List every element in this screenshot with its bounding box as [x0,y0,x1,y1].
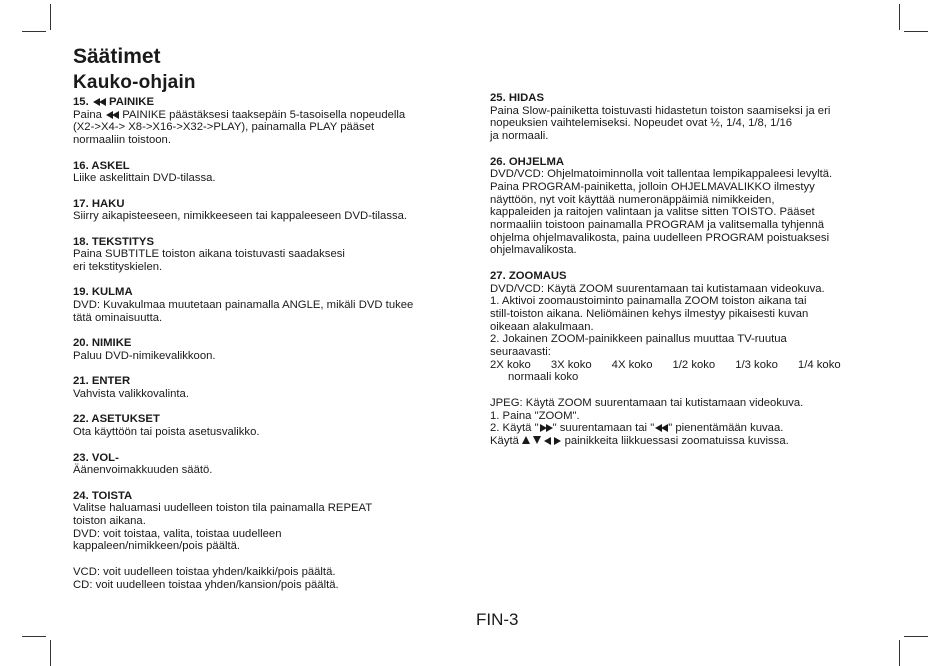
section-16 [73,160,453,185]
page-title: Säätimet [73,45,161,68]
section-title: 20. NIMIKE [73,337,132,350]
section-title: 18. TEKSTITYS [73,235,154,248]
arrow-right-icon [554,437,561,445]
section-17 [73,198,453,223]
text-line: JPEG: Käytä ZOOM suurentamaan tai kutistamaan videokuva. [490,396,804,409]
left-column [73,96,453,604]
text-line: normaaliin toistoon. [73,134,171,147]
rewind-icon [655,424,667,432]
page-number: FIN-3 [476,610,519,629]
text-line: kappaleen/nimikkeen/pois päältä. [73,540,241,553]
text-line: Paina Slow-painiketta toistuvasti hidastetun toiston saamiseksi ja eri [490,104,831,117]
zoom-level: 3X koko [550,358,592,371]
crop-mark [50,640,51,666]
text-line: CD: voit uudelleen toistaa yhden/kansion/pois päältä. [73,578,339,591]
rewind-icon [106,111,118,119]
text-line: nopeuksien vaihtelemiseksi. Nopeudet ovat ½, 1/4, 1/8, 1/16 [490,117,793,130]
text-fragment: 2. Käytä " [490,422,539,435]
crop-mark [22,636,46,637]
text-line: VCD: voit uudelleen toistaa yhden/kaikki/pois päältä. [73,565,336,578]
crop-mark [50,4,51,30]
text-line: ohjelma ohjelmavalikosta, paina uudelleen PROGRAM poistuaksesi [490,231,830,244]
fast-forward-icon [540,424,552,432]
text-line: (X2->X4-> X8->X16->X32->PLAY), painamalla PLAY pääset [73,121,375,134]
text-line: DVD: voit toistaa, valita, toistaa uudelleen [73,527,282,540]
text-line [73,109,453,122]
text-line: Paluu DVD-nimikevalikkoon. [73,349,216,362]
text-line: DVD: Kuvakulmaa muutetaan painamalla ANGLE, mikäli DVD tukee [73,299,414,312]
text-line [490,435,885,448]
arrow-down-icon [533,436,541,444]
text-line: Paina PROGRAM-painiketta, jolloin OHJELMAVALIKKO ilmestyy [490,180,815,193]
page-subtitle: Kauko-ohjain [73,72,196,93]
section-title: 27. ZOOMAUS [490,269,567,282]
zoom-level: normaali koko [508,371,579,384]
text-line: normaaliin toistoon painamalla PROGRAM ja valitsemalla tyhjennä [490,219,825,232]
zoom-level: 1/2 koko [672,358,716,371]
text-line: DVD/VCD: Käytä ZOOM suurentamaan tai kutistamaan videokuva. [490,282,825,295]
section-15 [73,96,453,147]
crop-mark [899,640,900,666]
text-line: still-toiston aikana. Neliömäinen kehys ilmestyy pikaisesti kuvan [490,307,809,320]
right-column [490,92,885,460]
section-24 [73,490,453,592]
crop-mark [899,4,900,30]
section-title: 16. ASKEL [73,159,130,172]
text-fragment: Paina [73,108,102,121]
text-line: Paina SUBTITLE toiston aikana toistuvasti saadaksesi [73,248,345,261]
text-line: näyttöön, nyt voit käyttää numeronäppäimiä nimikkeiden, [490,193,775,206]
section-20 [73,337,453,362]
text-line: Siirry aikapisteeseen, nimikkeeseen tai kappaleeseen DVD-tilassa. [73,210,408,223]
text-fragment: " suurentamaan tai " [552,422,655,435]
section-22 [73,413,453,438]
text-line: toiston aikana. [73,515,146,528]
text-line: Liike askelittain DVD-tilassa. [73,172,216,185]
crop-mark [22,31,46,32]
section-25 [490,92,885,143]
text-fragment: painikkeita liikkuessasi zoomatuissa kuvissa. [564,434,789,447]
text-line: eri tekstityskielen. [73,261,163,274]
section-27 [490,270,885,448]
text-fragment: PAINIKE päästäksesi taaksepäin 5-tasoisella nopeudella [122,108,406,121]
text-line: kappaleiden ja raitojen valintaan ja valitse sitten TOISTO. Pääset [490,206,815,219]
crop-mark [904,31,928,32]
section-21 [73,375,453,400]
section-title: 19. KULMA [73,286,133,299]
section-title [73,96,453,109]
arrow-left-icon [544,437,551,445]
text-line: Ota käyttöön tai poista asetusvalikko. [73,426,260,439]
section-title: 17. HAKU [73,197,125,210]
crop-mark [904,636,928,637]
text-line: 1. Paina "ZOOM". [490,409,580,422]
text-line: 1. Aktivoi zoomaustoiminto painamalla ZOOM toiston aikana tai [490,295,807,308]
text-line: oikeaan alakulmaan. [490,320,594,333]
text-line: ja normaali. [490,130,549,143]
zoom-level: 1/3 koko [735,358,778,371]
text-line: Vahvista valikkovalinta. [73,388,189,401]
section-26 [490,156,885,258]
text-line: Äänenvoimakkuuden säätö. [73,464,213,477]
section-title: 23. VOL- [73,451,119,464]
section-title: 26. OHJELMA [490,155,565,168]
rewind-icon [93,98,105,106]
section-19 [73,286,453,324]
text-line: DVD/VCD: Ohjelmatoiminnolla voit tallentaa lempikappaleesi levyltä. [490,168,833,181]
section-title-text: PAINIKE [109,96,154,108]
zoom-levels-row [490,359,885,372]
arrow-up-icon [522,436,530,444]
section-23 [73,452,453,477]
text-line: seuraavasti: [490,346,551,359]
section-title: 21. ENTER [73,375,131,388]
text-line: Valitse haluamasi uudelleen toiston tila painamalla REPEAT [73,502,373,515]
section-title: 24. TOISTA [73,489,133,502]
zoom-level: 1/4 koko [797,358,841,371]
text-fragment: " pienentämään kuvaa. [668,422,784,435]
text-line [490,422,885,435]
zoom-level: 2X koko [490,358,531,371]
text-line: tätä ominaisuutta. [73,311,163,324]
zoom-level: 4X koko [611,358,653,371]
text-fragment: Käytä [490,434,519,447]
section-title: 25. HIDAS [490,92,544,104]
section-title: 22. ASETUKSET [73,413,160,426]
section-number: 15. [73,96,89,108]
text-line: ohjelmavalikosta. [490,244,577,257]
section-18 [73,236,453,274]
text-line: 2. Jokainen ZOOM-painikkeen painallus muuttaa TV-ruutua [490,333,787,346]
